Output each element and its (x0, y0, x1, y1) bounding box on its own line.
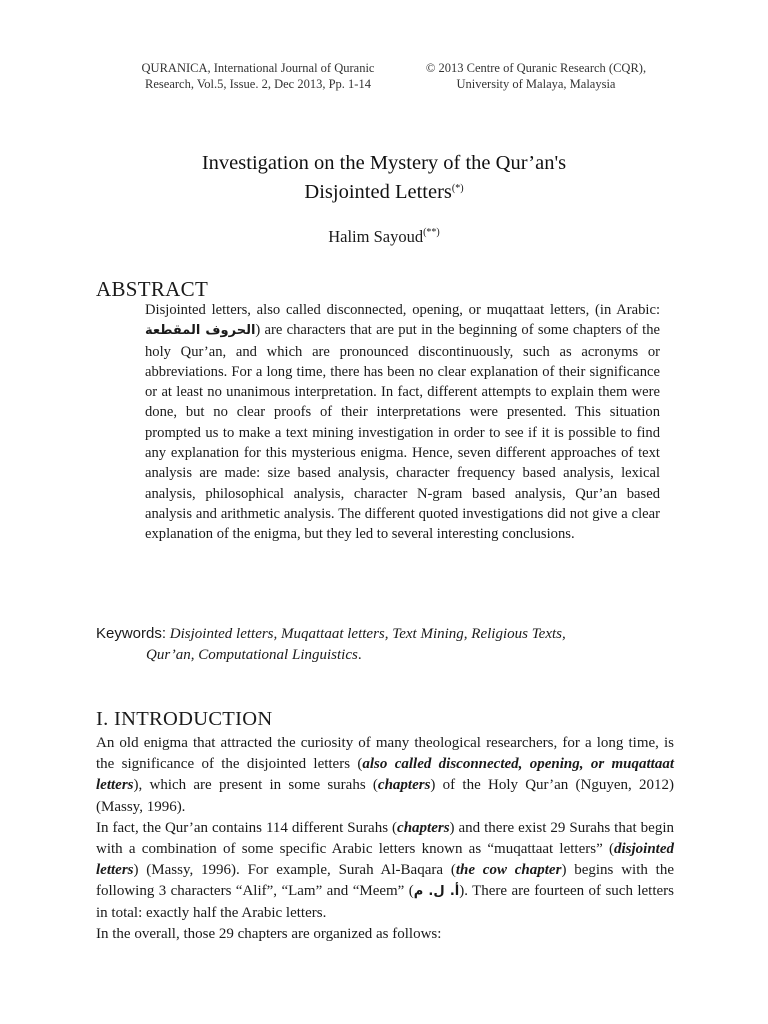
abstract-part1: Disjointed letters, also called disconnected, opening, or muqattaat letters, (in Arabic: (145, 302, 660, 318)
title-line2-text: Disjointed Letters (304, 181, 452, 203)
intro-p1-emphasis-b: chapters (377, 777, 431, 794)
intro-p2-text-c: ) (Massy, 1996). For example, Surah Al-Baqara ( (133, 862, 456, 879)
keywords-line2: Qur’an, Computational Linguistics (146, 646, 358, 663)
intro-p1-text-a: An old enigma that attracted the curiosity of many theological researchers, for a long time, is the significance of the disjointed letters ( (96, 735, 674, 773)
abstract-text (145, 300, 660, 545)
journal-citation (108, 60, 408, 92)
intro-p2-emphasis-c: the cow chapter (455, 862, 562, 879)
intro-p2-text-e: ). There are fourteen of such letters in total: exactly half the Arabic letters. (96, 883, 674, 921)
intro-p2-arabic-letters: أ. ل. م (413, 884, 460, 900)
intro-paragraph-2 (96, 818, 674, 924)
title-line2 (96, 178, 672, 207)
intro-paragraph-3: In the overall, those 29 chapters are organized as follows: (96, 925, 442, 942)
introduction-body (96, 733, 674, 945)
author-footnote-marker: (**) (423, 227, 440, 238)
journal-citation-line1: QURANICA, International Journal of Quranic (141, 61, 375, 75)
intro-p2-emphasis-a: chapters (397, 819, 450, 836)
intro-p2-text-d: ) begins with the following 3 characters “Alif”, “Lam” and “Meem” ( (96, 862, 674, 900)
title-footnote-marker: (*) (451, 183, 464, 194)
copyright-notice (408, 60, 664, 92)
copyright-line2: University of Malaya, Malaysia (456, 77, 616, 91)
keywords-end: . (357, 646, 362, 663)
abstract-part2: ) are characters that are put in the beginning of some chapters of the holy Qur’an, and which are pronounced discontinuously, such as acronyms or abbreviations. For a long time, there has been no clear explanation of their significance or at least no unanimous interpretation. In fact, different attempts to explain them were done, but no clear proofs of their interpretations were presented. This situation prompted us to make a text mining investigation in order to see if it is possible to find any explanation for this mysterious enigma. Hence, seven different approaches of text analysis are made: size based analysis, character frequency based analysis, lexical analysis, philosophical analysis, character N-gram based analysis, Qur’an based analysis and arithmetic analysis. The different quoted investigations did not give a clear explanation of the enigma, but they led to several interesting conclusions. (145, 322, 660, 543)
keywords-line1: Disjointed letters, Muqattaat letters, Text Mining, Religious Texts, (169, 626, 566, 642)
intro-p2-emphasis-b: disjointed letters (96, 841, 674, 879)
intro-p2-text-b: ) and there exist 29 Surahs that begin with a combination of some specific Arabic letters known as “muqattaat letters” ( (96, 819, 674, 858)
paper-title (96, 149, 672, 207)
intro-p2-text-a: In fact, the Qur’an contains 114 different Surahs ( (96, 819, 398, 836)
title-line1: Investigation on the Mystery of the Qur’an's (201, 152, 567, 174)
intro-p1-text-c: ) of the Holy Qur’an (Nguyen, 2012) (Massy, 1996). (96, 777, 674, 815)
abstract-heading: ABSTRACT (96, 277, 209, 301)
keywords-block (96, 624, 662, 665)
journal-citation-line2: Research, Vol.5, Issue. 2, Dec 2013, Pp. 1-14 (145, 77, 371, 91)
author-name: Halim Sayoud (328, 227, 424, 246)
intro-p1-text-b: ), which are present in some surahs ( (133, 777, 378, 794)
author-line (96, 227, 672, 247)
copyright-line1: © 2013 Centre of Quranic Research (CQR), (425, 61, 647, 75)
abstract-arabic-term: الحروف المقطعة (145, 323, 256, 339)
introduction-heading: I. INTRODUCTION (96, 708, 273, 730)
intro-paragraph-1 (96, 733, 674, 818)
keywords-label: Keywords: (96, 625, 167, 642)
intro-p1-emphasis-a: also called disconnected, opening, or muqattaat letters (96, 756, 674, 794)
